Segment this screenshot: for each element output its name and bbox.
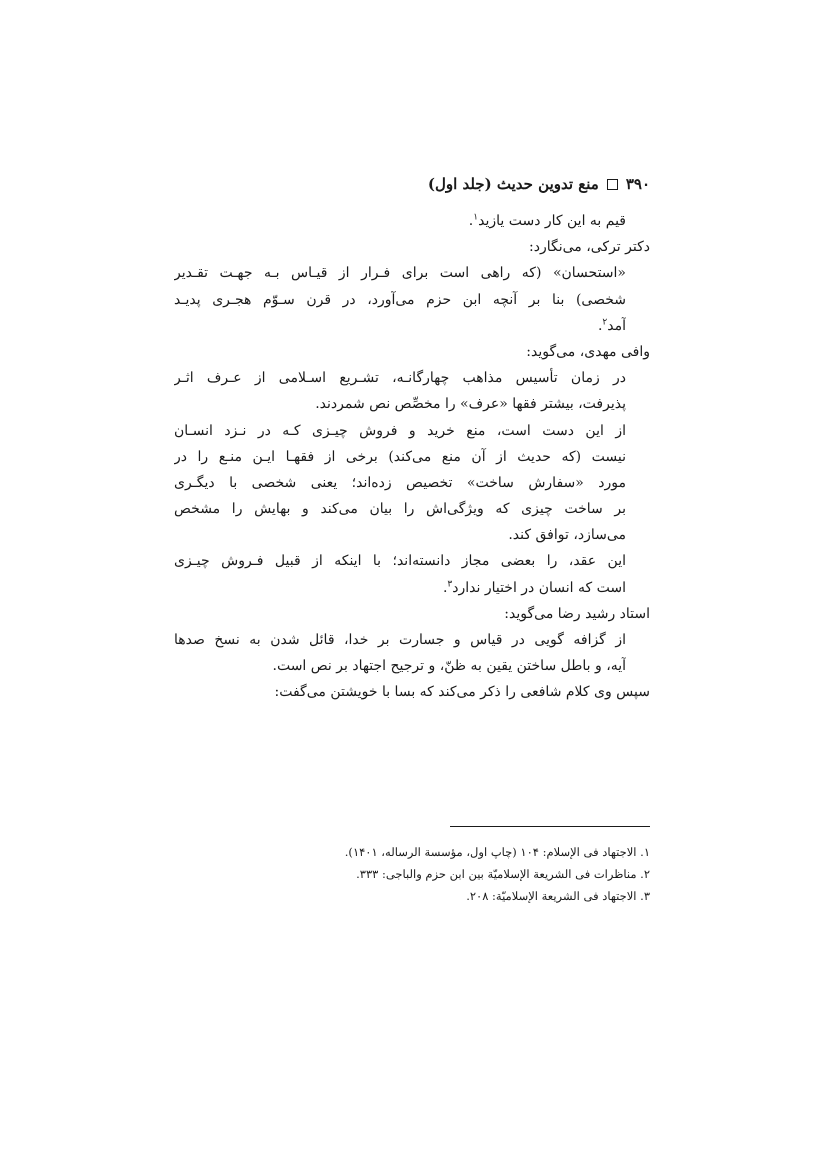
text-line bbox=[174, 260, 626, 286]
text-line bbox=[174, 365, 626, 391]
text-line bbox=[174, 339, 650, 365]
footnote-marker: ۱ bbox=[473, 212, 479, 223]
line-text: شخصی) بنا بر آنچه ابن حزم می‌آورد، در قرن سـوّم هجـری پدیـد bbox=[174, 291, 626, 308]
text-line bbox=[174, 391, 626, 417]
line-text: استاد رشید رضا می‌گوید: bbox=[504, 605, 650, 622]
footnote-separator bbox=[450, 826, 650, 827]
text-line bbox=[174, 208, 626, 234]
text-line bbox=[174, 287, 626, 313]
running-header bbox=[176, 170, 650, 198]
line-text: نیست (که حدیث از آن منع می‌کند) برخی از فقهـا ایـن منـع را در bbox=[174, 448, 626, 465]
line-text: قیم به این کار دست یازید bbox=[478, 213, 626, 229]
square-bullet-icon bbox=[607, 179, 618, 190]
text-line bbox=[174, 575, 626, 601]
text-line bbox=[174, 522, 626, 548]
text-line bbox=[174, 470, 626, 496]
text-line bbox=[174, 601, 650, 627]
text-line bbox=[174, 234, 650, 260]
text-line bbox=[174, 679, 650, 705]
line-text: است که انسان در اختیار ندارد bbox=[452, 579, 626, 596]
line-text: آیه، و باطل ساختن یقین به ظنّ، و ترجیح اجتهاد بر نص است. bbox=[272, 658, 626, 675]
text-line bbox=[174, 418, 626, 444]
line-text: از گزافه گویی در قیاس و جسارت بر خدا، قائل شدن به نسخ صدها bbox=[174, 632, 626, 648]
line-text: از این دست است، منع خرید و فروش چیـزی کـه در نـزد انسـان bbox=[174, 422, 626, 439]
line-text: مورد «سفارش ساخت» تخصیص زده‌اند؛ یعنی شخصی با دیگـری bbox=[174, 474, 626, 491]
line-text: آمد bbox=[607, 317, 626, 334]
text-line bbox=[174, 627, 626, 653]
line-text: بر ساخت چیزی که ویژگی‌اش را بیان می‌کند و بهایش را مشخص bbox=[174, 501, 626, 518]
body-text bbox=[174, 208, 650, 706]
footnote-1: ۱. الاجتهاد فی الإسلام: ۱۰۴ (چاپ اول، مؤسسة الرساله، ۱۴۰۱). bbox=[344, 845, 650, 859]
line-text: دکتر ترکی، می‌نگارد: bbox=[529, 239, 650, 256]
footnote-3: ۳. الاجتهاد فی الشریعة الإسلامیّة: ۲۰۸. bbox=[466, 889, 650, 903]
text-line bbox=[174, 496, 626, 522]
line-text: «استحسان» (که راهی است برای فـرار از قیـاس بـه جهـت تقـدیر bbox=[174, 265, 626, 282]
footnotes bbox=[174, 841, 650, 907]
line-text: این عقد، را بعضی مجاز دانسته‌اند؛ با اینکه از قبیل فـروش چیـزی bbox=[174, 553, 626, 570]
line-text: در زمان تأسیس مذاهب چهارگانـه، تشـریع اسـلامی از عـرف اثـر bbox=[174, 370, 626, 387]
line-punctuation: . bbox=[442, 579, 448, 596]
line-text: وافی مهدی، می‌گوید: bbox=[526, 343, 650, 360]
text-line bbox=[174, 548, 626, 574]
line-text: سپس وی کلام شافعی را ذکر می‌کند که بسا با خویشتن می‌گفت: bbox=[274, 684, 650, 701]
page-number: ۳۹۰ bbox=[625, 175, 650, 193]
line-text: پذیرفت، بیشتر فقها «عرف» را مخصِّص نص شمردند. bbox=[315, 396, 626, 413]
text-line bbox=[174, 313, 626, 339]
book-title: منع تدوین حدیث (جلد اول) bbox=[427, 175, 599, 193]
line-text: می‌سازد، توافق کند. bbox=[508, 527, 626, 544]
footnote-marker: ۳ bbox=[447, 578, 453, 589]
footnote-2: ۲. مناظرات فی الشریعة الإسلامیّة بین ابن حزم والباجی: ۳۳۳. bbox=[356, 867, 650, 881]
line-punctuation: . bbox=[468, 213, 474, 229]
line-punctuation: . bbox=[597, 317, 603, 334]
text-line bbox=[174, 653, 626, 679]
text-line bbox=[174, 444, 626, 470]
footnote-marker: ۲ bbox=[602, 317, 608, 328]
